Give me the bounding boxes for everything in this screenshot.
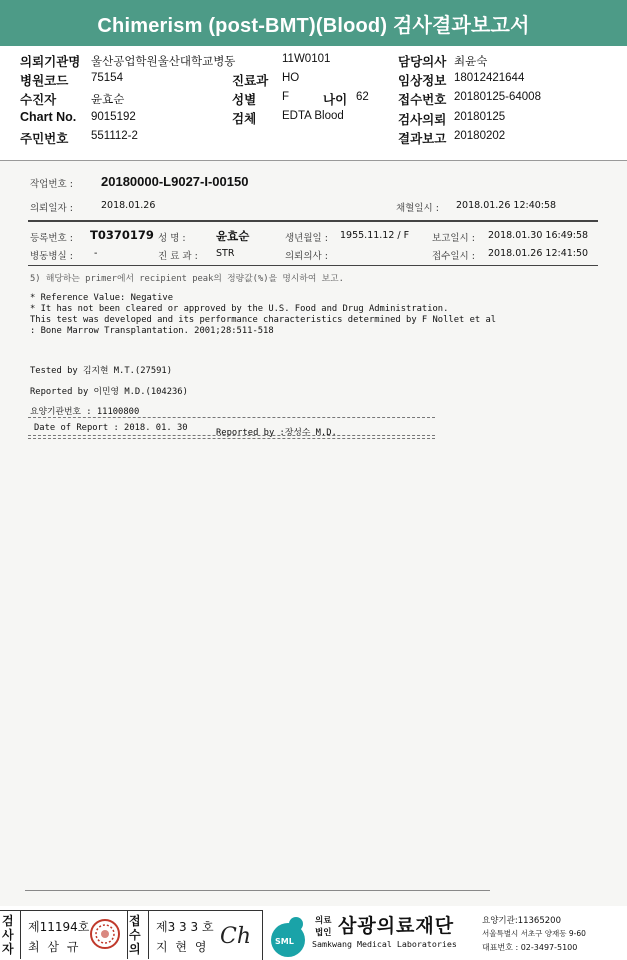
name-label: 성 명 :: [158, 233, 186, 244]
divider: [148, 910, 149, 959]
report-time-value: 2018.01.30 16:49:58: [488, 230, 589, 241]
reg-label: 등록번호 :: [30, 233, 73, 244]
truncated-note: 5) 해당하는 primer에서 recipient peak의 정량값(%)을 명시하여 보고.: [30, 274, 344, 284]
institution-code: 요양기관:11365200: [482, 916, 561, 926]
receipt-value: 20180125-64008: [454, 91, 541, 103]
request-date-label: 검사의뢰: [398, 112, 447, 127]
method-citation: : Bone Marrow Transplantation. 2001;28:511-518: [30, 326, 274, 336]
org-prefix-bottom: 법인: [315, 928, 332, 938]
report-signatory: Reported by :장성수 M.D.: [216, 428, 337, 438]
requester-label: 의뢰기관명: [20, 54, 81, 69]
reg-value: T0370179: [90, 228, 154, 242]
logo-text: SML: [275, 937, 294, 946]
sml-logo-icon: [266, 914, 310, 958]
department-value: HO: [282, 72, 300, 84]
examiner-name: 최 삼 규: [28, 940, 81, 954]
dob-label: 생년월일 :: [285, 233, 328, 244]
work-no-value: 20180000-L9027-I-00150: [101, 174, 249, 189]
age-label: 나이: [323, 92, 348, 107]
org-name: 삼광의료재단: [338, 915, 455, 937]
reference-value: * Reference Value: Negative: [30, 293, 173, 303]
report-date-value: 20180202: [454, 130, 506, 142]
hospital-code-label: 병원코드: [20, 73, 69, 88]
dob-value: 1955.11.12 / F: [340, 230, 410, 241]
request-date-value: 2018.01.26: [101, 200, 156, 211]
age-value: 62: [356, 91, 369, 103]
patient-info-block: [0, 46, 627, 161]
dept-label: 진 료 과 :: [158, 251, 198, 262]
dept-value: STR: [216, 248, 235, 259]
doctor-value: 최윤숙: [454, 56, 488, 68]
specimen-label: 검체: [232, 111, 257, 126]
req-doc-label: 의뢰의사 :: [285, 251, 328, 262]
examiner-license: 제11194호: [28, 920, 90, 934]
request-date-value: 20180125: [454, 111, 506, 123]
request-date-label: 의뢰일자 :: [30, 203, 73, 214]
receipt-time-value: 2018.01.26 12:41:50: [488, 248, 589, 259]
requester-value: 울산공업학원울산대학교병동: [91, 56, 236, 68]
doctor-label: 담당의사: [398, 54, 447, 69]
report-date-label: 결과보고: [398, 131, 447, 146]
date-of-report: Date of Report : 2018. 01. 30: [34, 423, 188, 433]
dashed-rule: [28, 417, 435, 418]
clinical-info-label: 임상정보: [398, 73, 447, 88]
collect-label: 채혈일시 :: [396, 203, 439, 214]
divider: [28, 265, 598, 266]
ward-label: 병동병실 :: [30, 251, 73, 262]
collect-value: 2018.01.26 12:40:58: [456, 200, 557, 211]
sex-label: 성별: [232, 92, 257, 107]
name-value: 윤효순: [216, 229, 250, 243]
patient-label: 수진자: [20, 92, 57, 107]
receiver-name: 지 현 영: [156, 940, 209, 954]
requester-code-value: 11W0101: [282, 53, 331, 65]
address: 서울특별시 서초구 양재동 9-60: [482, 929, 586, 938]
report-title: Chimerism (post-BMT)(Blood) 검사결과보고서: [97, 14, 530, 37]
dashed-rule: [28, 435, 435, 436]
institution-number: 요양기관번호 : 11100800: [30, 407, 140, 417]
report-title-banner: [0, 0, 627, 46]
work-no-label: 작업번호 :: [30, 179, 73, 190]
examiner-label: 검사자: [2, 914, 14, 956]
specimen-value: EDTA Blood: [282, 110, 344, 122]
department-label: 진료과: [232, 73, 269, 88]
patient-value: 윤효순: [91, 94, 125, 106]
rrn-label: 주민번호: [20, 131, 69, 146]
seal-stamp-icon: [89, 918, 121, 950]
divider: [28, 220, 598, 222]
report-time-label: 보고일시 :: [432, 233, 475, 244]
receipt-label: 접수번호: [398, 92, 447, 107]
method-note: This test was developed and its performance characteristics determined by F Nollet et al: [30, 315, 497, 325]
tested-by: Tested by 김지현 M.T.(27591): [30, 366, 173, 376]
fda-disclaimer: * It has not been cleared or approved by the U.S. Food and Drug Administration.: [30, 304, 449, 314]
phone: 대표번호 : 02-3497-5100: [482, 943, 578, 952]
rrn-value: 551112-2: [91, 130, 138, 142]
receipt-time-label: 접수일시 :: [432, 251, 475, 262]
divider: [20, 910, 21, 959]
chart-label: Chart No.: [20, 110, 77, 124]
receiver-license: 제3 3 3 호: [156, 920, 214, 934]
hospital-code-value: 75154: [91, 72, 123, 84]
ward-value: -: [94, 248, 98, 259]
handwritten-signature: Ch: [220, 924, 252, 949]
reported-by: Reported by 이민영 M.D.(104236): [30, 387, 188, 397]
chart-value: 9015192: [91, 111, 136, 123]
org-prefix-top: 의료: [315, 916, 332, 926]
divider: [127, 910, 128, 959]
dashed-rule: [28, 438, 435, 439]
org-english-name: Samkwang Medical Laboratories: [312, 939, 457, 949]
clinical-info-value: 18012421644: [454, 72, 525, 84]
receiver-label: 접수의: [129, 914, 141, 956]
scanned-report: [0, 161, 627, 906]
bottom-rule: [25, 890, 490, 891]
sex-value: F: [282, 91, 290, 103]
report-footer: [0, 906, 627, 959]
